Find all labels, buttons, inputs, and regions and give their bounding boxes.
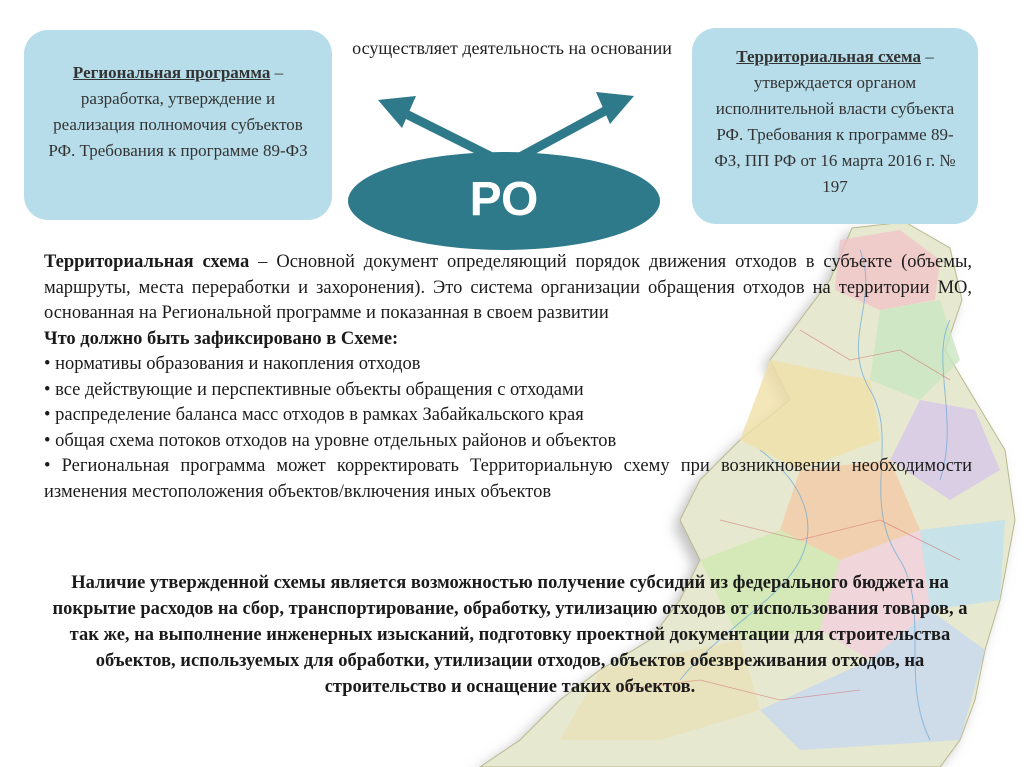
list-item: • общая схема потоков отходов на уровне отдельных районов и объектов (44, 430, 617, 451)
list-item: • распределение баланса масс отходов в рамках Забайкальского края (44, 405, 584, 425)
territorial-scheme-term: Территориальная схема (736, 47, 921, 66)
territorial-scheme-box (692, 28, 978, 224)
main-text-block (44, 250, 972, 505)
territorial-scheme-text: – утверждается органом исполнительной власти субъекта РФ. Требования к программе 89-ФЗ, ПП РФ от 16 марта 2016 г. № 197 (714, 47, 956, 196)
definition-text: – Основной документ определяющий порядок движения отходов в субъекте (объемы, маршруты, места переработки и захоронения). Это система организации обращения отходов на территории МО, основанная на Региональной программе и показанная в своем развитии (44, 252, 972, 323)
list-item: • Региональная программа может корректировать Территориальную схему при возникновении необходимости изменения местоположения объектов/включения иных объектов (44, 456, 972, 502)
regional-program-box (24, 30, 332, 220)
subsidy-paragraph: Наличие утвержденной схемы является возможностью получение субсидий из федерального бюджета на покрытие расходов на сбор, транспортирование, обработку, утилизацию отходов от использования товаров, а так же, на выполнение инженерных изысканий, подготовку проектной документации для строительства объектов, используемых для обработки, утилизации отходов, объектов обезвреживания отходов, на строительство и оснащение таких объектов. (52, 573, 968, 697)
center-caption: осуществляет деятельность на основании (352, 38, 672, 58)
section-heading: Что должно быть зафиксировано в Схеме: (44, 328, 399, 349)
ro-label: РО (469, 173, 539, 226)
regional-program-term: Региональная программа (72, 63, 271, 82)
regional-program-text: – разработка, утверждение и реализация полномочия субъектов РФ. Требования к программе 89-ФЗ (48, 63, 308, 160)
list-item: • нормативы образования и накопления отходов (44, 354, 421, 374)
definition-term: Территориальная схема (44, 252, 250, 272)
definition-paragraph (44, 250, 972, 327)
list-item: • все действующие и перспективные объекты обращения с отходами (44, 379, 584, 400)
